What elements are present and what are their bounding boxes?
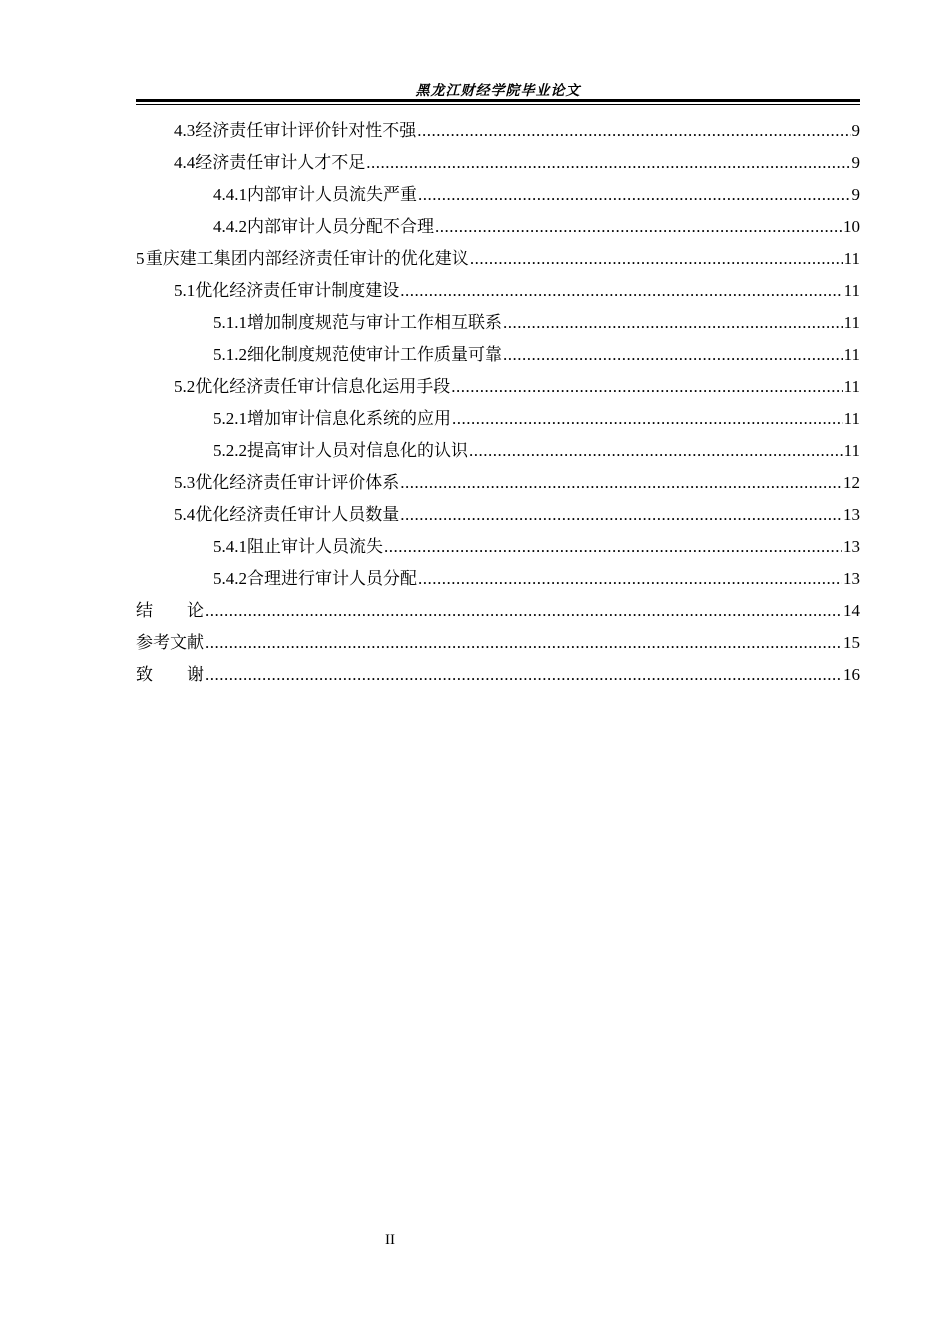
toc-entry[interactable] <box>136 213 860 245</box>
header-rule-thick <box>136 99 860 102</box>
toc-entry-page: 16 <box>843 665 860 684</box>
toc-entry[interactable] <box>136 501 860 533</box>
header-rule-thin <box>136 104 860 105</box>
toc-entry-number: 5 <box>136 249 145 268</box>
toc-entry-number: 4.4.1 <box>213 185 247 204</box>
toc-entry[interactable] <box>136 405 860 437</box>
toc-entry-number: 5.3 <box>174 473 196 492</box>
toc-entry[interactable] <box>136 309 860 341</box>
toc-entry-label: 增加审计信息化系统的应用 <box>247 409 451 428</box>
toc-entry[interactable] <box>136 629 860 661</box>
toc-entry-number: 5.4.1 <box>213 537 247 556</box>
toc-entry[interactable] <box>136 181 860 213</box>
toc-entry-number: 5.2 <box>174 377 196 396</box>
toc-entry-page: 14 <box>843 601 860 620</box>
toc-entry-label: 优化经济责任审计信息化运用手段 <box>195 377 451 396</box>
toc-dot-leader <box>418 181 851 209</box>
toc-entry-label: 内部审计人员分配不合理 <box>247 217 434 236</box>
toc-entry-page: 11 <box>843 281 860 300</box>
toc-entry[interactable] <box>136 469 860 501</box>
toc-entry-label: 优化经济责任审计制度建设 <box>195 281 400 300</box>
toc-entry-number: 5.4 <box>174 505 196 524</box>
page-header-title: 黑龙江财经学院毕业论文 <box>415 84 581 99</box>
toc-entry-page: 15 <box>843 633 860 652</box>
toc-entry-label: 合理进行审计人员分配 <box>247 569 417 588</box>
toc-entry-label: 致 谢 <box>136 665 204 684</box>
toc-dot-leader <box>400 469 842 497</box>
toc-entry-label: 优化经济责任审计人员数量 <box>195 505 400 524</box>
toc-entry-label: 阻止审计人员流失 <box>247 537 383 556</box>
toc-entry-page: 9 <box>851 121 860 140</box>
toc-entry-label: 细化制度规范使审计工作质量可靠 <box>247 345 502 364</box>
toc-entry-number: 4.4 <box>174 153 196 172</box>
toc-entry-number: 5.1 <box>174 281 196 300</box>
toc-entry[interactable] <box>136 341 860 373</box>
toc-entry-page: 13 <box>843 537 860 556</box>
toc-entry-number: 5.4.2 <box>213 569 247 588</box>
table-of-contents <box>136 117 860 693</box>
toc-entry-page: 11 <box>843 377 860 396</box>
toc-entry[interactable] <box>136 117 860 149</box>
toc-entry[interactable] <box>136 597 860 629</box>
toc-dot-leader <box>205 597 842 625</box>
toc-entry-page: 12 <box>843 473 860 492</box>
toc-dot-leader <box>469 437 843 465</box>
toc-dot-leader <box>452 405 843 433</box>
toc-entry-label: 经济责任审计评价针对性不强 <box>195 121 417 140</box>
toc-entry-number: 5.2.1 <box>213 409 247 428</box>
toc-entry[interactable] <box>136 245 860 277</box>
toc-entry-label: 参考文献 <box>136 633 204 652</box>
toc-entry[interactable] <box>136 149 860 181</box>
toc-entry-label: 结 论 <box>136 601 204 620</box>
toc-entry-page: 9 <box>851 185 860 204</box>
toc-dot-leader <box>205 661 842 689</box>
toc-entry-number: 5.1.2 <box>213 345 247 364</box>
toc-entry-page: 11 <box>843 441 860 460</box>
toc-entry[interactable] <box>136 277 860 309</box>
toc-dot-leader <box>417 117 850 145</box>
toc-entry-number: 5.2.2 <box>213 441 247 460</box>
page-number: II <box>385 1232 395 1248</box>
toc-entry[interactable] <box>136 437 860 469</box>
toc-entry-page: 11 <box>843 345 860 364</box>
toc-entry-page: 9 <box>851 153 860 172</box>
toc-dot-leader <box>400 277 842 305</box>
toc-entry-number: 4.3 <box>174 121 196 140</box>
toc-entry-label: 优化经济责任审计评价体系 <box>195 473 400 492</box>
toc-entry[interactable] <box>136 533 860 565</box>
toc-entry[interactable] <box>136 661 860 693</box>
toc-entry-page: 11 <box>843 313 860 332</box>
toc-dot-leader <box>366 149 850 177</box>
toc-entry[interactable] <box>136 565 860 597</box>
toc-dot-leader <box>503 309 843 337</box>
toc-dot-leader <box>470 245 843 273</box>
toc-entry-page: 11 <box>843 409 860 428</box>
toc-entry-page: 13 <box>843 569 860 588</box>
toc-entry[interactable] <box>136 373 860 405</box>
toc-dot-leader <box>418 565 842 593</box>
toc-dot-leader <box>503 341 843 369</box>
toc-dot-leader <box>451 373 842 401</box>
toc-entry-number: 4.4.2 <box>213 217 247 236</box>
toc-dot-leader <box>400 501 842 529</box>
toc-entry-page: 10 <box>843 217 860 236</box>
toc-entry-number: 5.1.1 <box>213 313 247 332</box>
toc-entry-label: 经济责任审计人才不足 <box>195 153 366 172</box>
toc-entry-label: 重庆建工集团内部经济责任审计的优化建议 <box>145 249 469 268</box>
toc-entry-page: 11 <box>843 249 860 268</box>
toc-dot-leader <box>435 213 842 241</box>
toc-dot-leader <box>384 533 842 561</box>
toc-entry-label: 增加制度规范与审计工作相互联系 <box>247 313 502 332</box>
toc-entry-label: 提高审计人员对信息化的认识 <box>247 441 468 460</box>
toc-entry-label: 内部审计人员流失严重 <box>247 185 417 204</box>
toc-entry-page: 13 <box>843 505 860 524</box>
toc-dot-leader <box>205 629 842 657</box>
